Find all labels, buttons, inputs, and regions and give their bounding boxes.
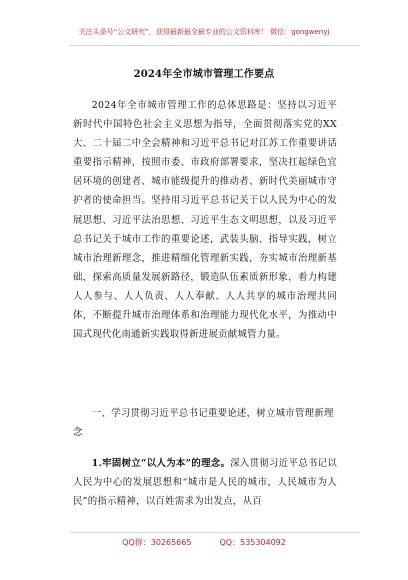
section-1-heading: 一、学习贯彻习近平总书记重要论述，树立城市管理新理念 xyxy=(73,408,334,439)
footer-qq-group: QQ群：30265665 xyxy=(122,538,192,547)
header-divider xyxy=(70,45,360,46)
point-1-lead: 1.牢固树立“以人为本”的理念。 xyxy=(91,458,231,469)
point-1-text: 深入贯彻习近平总书记以人民为中心的发展思想和“城市是人民的城市，人民城市为人民”的指示精神，以百姓需求为出发点，从百 xyxy=(73,458,338,508)
document-title: 2024年全市城市管理工作要点 xyxy=(133,69,275,80)
footer-divider xyxy=(70,532,360,533)
footer-qq-number: QQ：535304092 xyxy=(219,538,286,547)
intro-paragraph: 2024年全市城市管理工作的总体思路是：坚持以习近平新时代中国特色社会主义思想为指导，全面贯彻落实党的XX大、二十届二中全会精神和习近平总书记对江苏工作重要讲话重要指示精神，按照市委、市政府部署要求，坚决扛起绿色宜居环境的创建者、城市能级提升的推动者、新时代美丽城市守护者的使命担当。坚持用习近平总书记关于以人民为中心的发展思想、习近平法治思想、习近平生态文明思想，以及习近平总书记关于城市工作的重要论述，武装头脑、指导实践，树立城市治理新理念，推进精细化管理新实践，夯实城市治理新基础，探索高质量发展新路径，锻造队伍素质新形象，着力构建人人参与、人人负责、人人奉献、人人共享的城市治理共同体，不断提升城市治理体系和治理能力现代化水平，为推动中国式现代化南通新实践取得新进展贡献城管力量。 xyxy=(73,100,337,341)
point-1-paragraph xyxy=(73,454,337,511)
footer-contact xyxy=(0,538,408,548)
header-banner: 关注头条号“公文研究”，获得最新最全最专业的公文资料库！ 微信：gongwenyj xyxy=(78,28,330,36)
